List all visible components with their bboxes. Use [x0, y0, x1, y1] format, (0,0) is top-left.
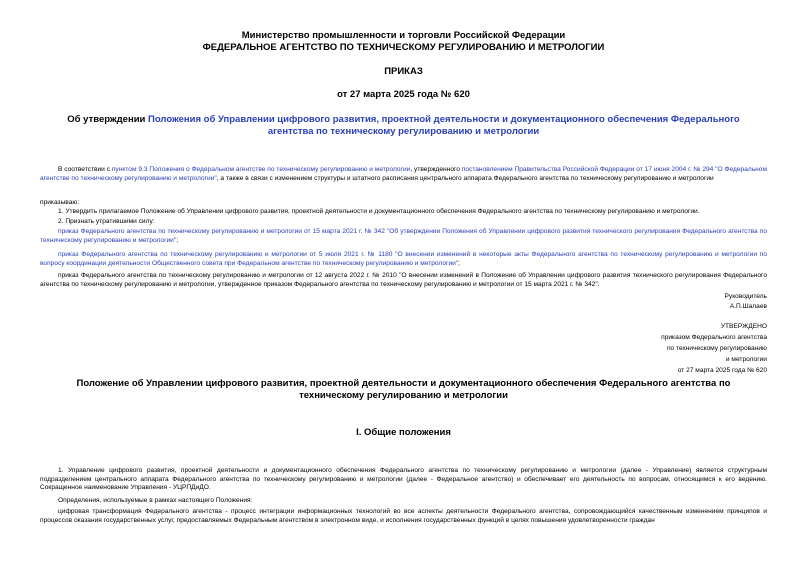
repealed-act-1-link[interactable]: приказ Федерального агентства по техническому регулированию и метрологии от 15 марта 2021 г. № 342 "Об утверждении Положения об Управлении цифрового развития технического регулирования Федерального агентства по техническому регулированию и метрологии": [40, 228, 767, 244]
preamble: [40, 166, 767, 183]
repealed-act-1: [40, 228, 767, 245]
order-word: приказываю:: [40, 199, 80, 206]
body-paragraph-2: Определения, используемые в рамках настоящего Положения:: [58, 497, 253, 504]
repealed-act-3: приказ Федерального агентства по техническому регулированию и метрологии от 12 августа 2022 г. № 2010 "О внесении изменений в Положение об Управлении цифрового развития технического регулирования Федерального агентства по техническому регулированию и метрологии, утвержденное приказом Федерального агентства по техническому регулированию и метрологии от 15 марта 2021 г. № 342".: [40, 272, 767, 288]
section-1-title: I. Общие положения: [356, 427, 451, 438]
regulation-link[interactable]: Положения об Управлении цифрового развития, проектной деятельности и документационного обеспечения Федерального агентства по техническому регулированию и метрологии: [148, 114, 740, 137]
order-title-prefix: Об утверждении: [67, 114, 149, 125]
preamble-text-2: , утвержденного: [410, 166, 462, 173]
order-title: [60, 114, 747, 138]
preamble-text-1: В соответствии с: [58, 166, 112, 173]
body-paragraph-3: цифровая трансформация Федерального агентства - процесс интеграции информационных технологий во все аспекты деятельности Федерального агентства, сопровождающийся качественным изменением принципов и процессов оказания государственных услуг, предоставляемых Федеральным агентством в электронном виде, и исполнения государственных функций в целях повышения удовлетворенности граждан: [40, 508, 767, 524]
signatory-name: А.П.Шалаев: [729, 303, 767, 310]
repealed-act-2-tail: ;: [458, 259, 461, 267]
agency-name: ФЕДЕРАЛЬНОЕ АГЕНТСТВО ПО ТЕХНИЧЕСКОМУ РЕГУЛИРОВАНИЮ И МЕТРОЛОГИИ: [202, 42, 605, 53]
preamble-text-3: , а также в связи с изменением структуры и штатного расписания центрального аппарата Федерального агентства по техническому регулированию и метрологии: [216, 174, 714, 182]
repealed-act-2: [40, 251, 767, 268]
body-paragraph-1: 1. Управление цифрового развития, проектной деятельности и документационного обеспечения Федерального агентства по техническому регулированию и метрологии (далее - Управление) является структурным подразделением центрального аппарата Федерального агентства по техническому регулированию и метрологии (далее - Федеральное агентство) и обеспечивает его деятельность по вопросам, относящимся к его ведению. Сокращенное наименование Управления - УЦРПДиДО.: [40, 467, 767, 492]
repealed-act-1-tail: ;: [176, 236, 179, 244]
doc-type: ПРИКАЗ: [384, 66, 423, 77]
doc-date-number: от 27 марта 2025 года № 620: [337, 89, 470, 100]
regulation-title: Положение об Управлении цифрового развития, проектной деятельности и документационного обеспечения Федерального агентства по техническому регулированию и метрологии: [76, 378, 731, 401]
item-2: 2. Признать утратившими силу:: [58, 218, 155, 225]
approved-label: УТВЕРЖДЕНО: [720, 323, 767, 330]
approved-line-3: по техническому регулированию: [666, 345, 767, 352]
repealed-act-2-link[interactable]: приказ Федерального агентства по техническому регулированию и метрологии от 5 июля 2021 г. № 1180 "О внесении изменений в некоторые акты Федерального агентства по техническому регулированию и метрологии по вопросу координации деятельности Общественного совета при Федеральном агентстве по техническому регулированию и метрологии": [40, 251, 767, 267]
approved-line-5: от 27 марта 2025 года № 620: [677, 367, 767, 374]
approved-line-2: приказом Федерального агентства: [661, 334, 767, 341]
ministry-name: Министерство промышленности и торговли Российской Федерации: [241, 30, 566, 41]
item-1: 1. Утвердить прилагаемое Положение об Управлении цифрового развития, проектной деятельности и документационного обеспечения Федерального агентства по техническому регулированию и метрологии.: [58, 208, 700, 215]
regulation-point-link[interactable]: пунктом 9.3 Положения о Федеральном агентстве по техническому регулированию и метрологии: [111, 166, 411, 173]
signatory-position: Руководитель: [724, 293, 767, 300]
approved-line-4: и метрологии: [725, 356, 767, 363]
government-decree-link[interactable]: постановлением Правительства Российской Федерации от 17 июня 2004 г. № 294 "О Федеральном агентстве по техническому регулированию и метрологии": [40, 166, 768, 182]
